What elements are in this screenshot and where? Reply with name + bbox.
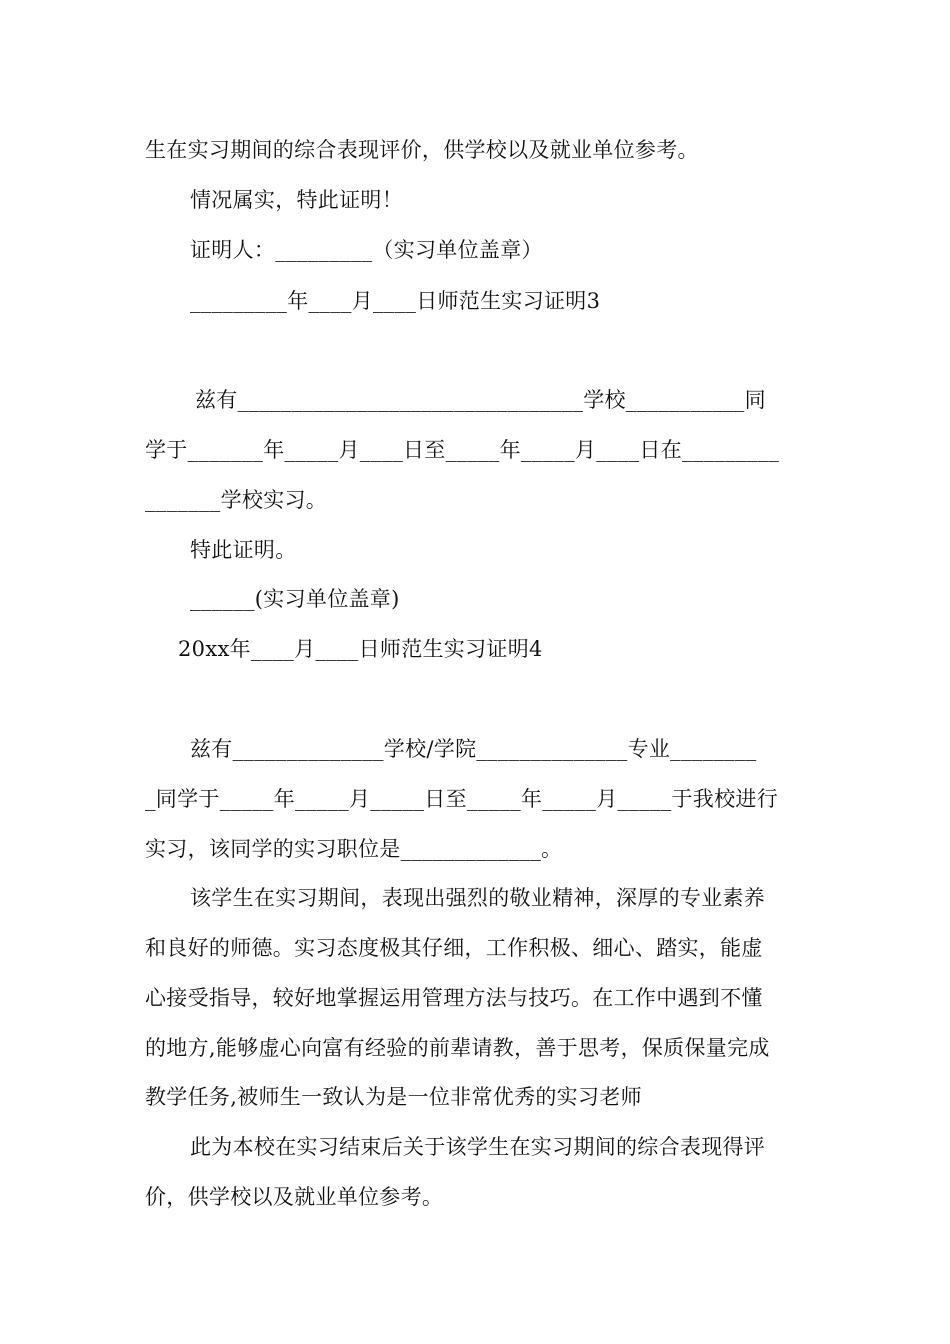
- text-line-13: 实习，该同学的实习职位是_____________。: [145, 837, 563, 861]
- text-line-9: ______(实习单位盖章): [190, 587, 400, 611]
- text-line-11: 兹有______________学校/学院______________专业________: [190, 737, 757, 761]
- text-line-6: 学于_______年_____月____日至_____年_____月____日在_________: [145, 438, 780, 462]
- text-line-19: 此为本校在实习结束后关于该学生在实习期间的综合表现得评: [190, 1135, 766, 1159]
- text-line-15: 和良好的师德。实习态度极其仔细，工作积极、细心、踏实，能虚: [145, 936, 763, 960]
- text-line-14: 该学生在实习期间，表现出强烈的敬业精神，深厚的专业素养: [190, 886, 766, 910]
- text-line-2: 情况属实，特此证明！: [190, 188, 403, 212]
- text-line-18: 教学任务,被师生一致认为是一位非常优秀的实习老师: [145, 1085, 642, 1109]
- text-line-12: _同学于_____年_____月_____日至_____年_____月_____于我校进行: [145, 787, 778, 811]
- text-line-1: 生在实习期间的综合表现评价，供学校以及就业单位参考。: [145, 138, 699, 162]
- text-line-5: 兹有________________________________学校___________同: [195, 388, 766, 412]
- text-line-17: 的地方,能够虚心向富有经验的前辈请教，善于思考，保质保量完成: [145, 1036, 770, 1060]
- text-line-10: 20xx年____月____日师范生实习证明4: [178, 637, 543, 661]
- text-line-7: _______学校实习。: [145, 488, 328, 512]
- text-line-20: 价，供学校以及就业单位参考。: [145, 1185, 444, 1209]
- text-line-4: _________年____月____日师范生实习证明3: [190, 289, 601, 313]
- text-line-3: 证明人：_________（实习单位盖章）: [190, 238, 543, 262]
- text-line-16: 心接受指导，较好地掌握运用管理方法与技巧。在工作中遇到不懂: [145, 986, 763, 1010]
- text-line-8: 特此证明。: [190, 538, 297, 562]
